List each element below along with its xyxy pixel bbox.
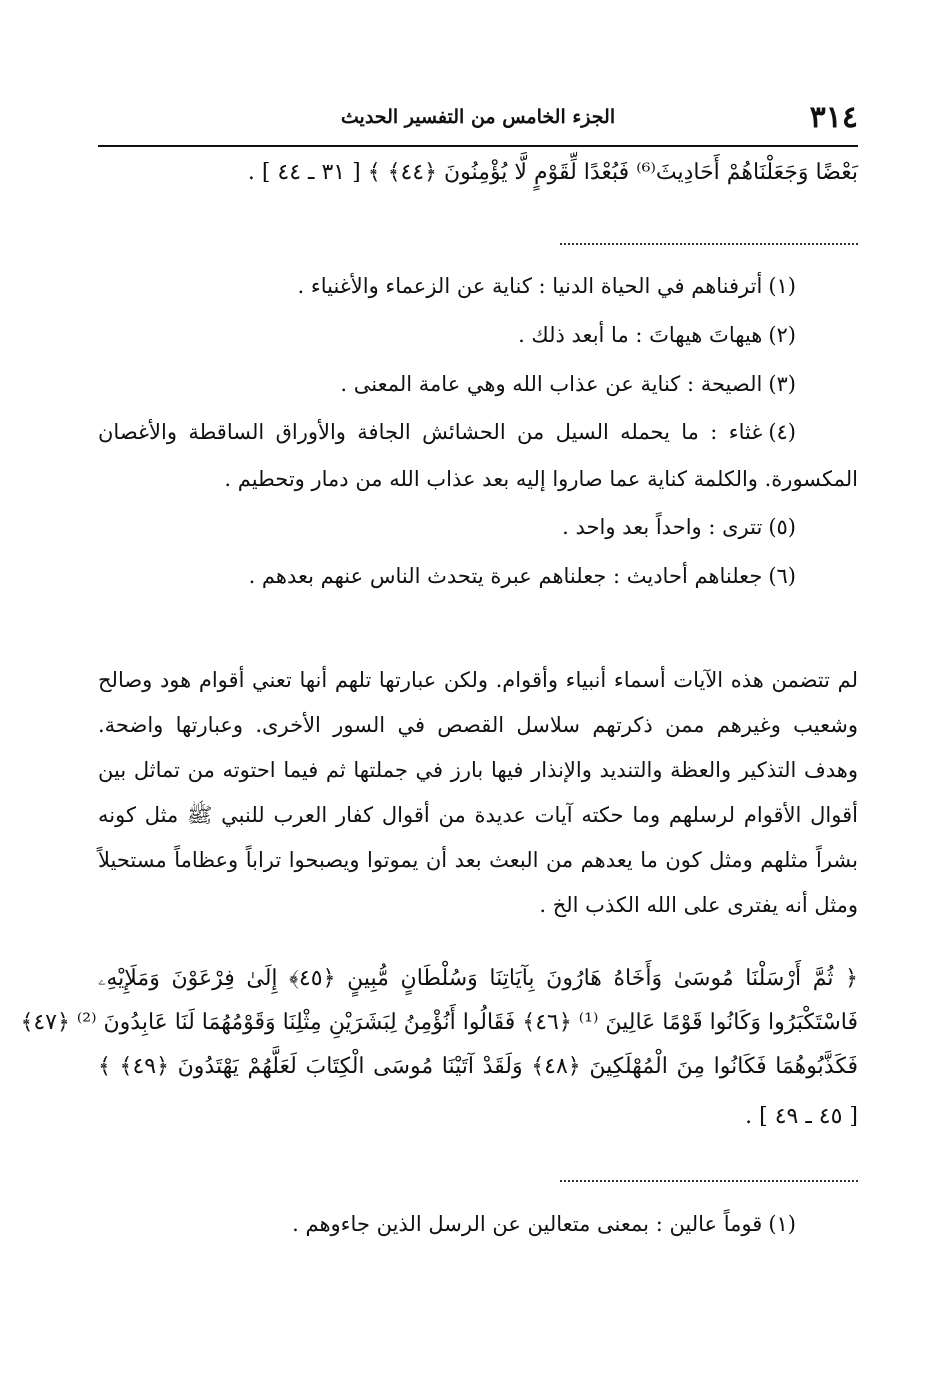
quran-verse-continuation: بَعْضًا وَجَعَلْنَاهُمْ أَحَادِيثَ⁽⁶⁾ فَبُعْدًا لِّقَوْمٍ لَّا يُؤْمِنُونَ ﴿٤٤﴾ ﴾ [ ٣١ ـ ٤٤ ] . xyxy=(247,160,858,185)
footnote-number: (٤) xyxy=(768,420,796,444)
footnote-item xyxy=(98,552,858,601)
footnote-item xyxy=(98,503,858,552)
footnotes-section xyxy=(98,1200,858,1249)
footnote-text: أترفناهم في الحياة الدنيا : كناية عن الزعماء والأغنياء . xyxy=(297,274,763,298)
verse-reference: [ ٤٥ ـ ٤٩ ] . xyxy=(745,1104,858,1129)
footnote-item xyxy=(98,409,858,503)
footnote-text: جعلناهم أحاديث : جعلناهم عبرة يتحدث الناس عنهم بعدهم . xyxy=(248,564,763,588)
commentary-text: لم تتضمن هذه الآيات أسماء أنبياء وأقوام. ولكن عبارتها تلهم أنها تعني أقوام هود وصالح وشعيب وغيرهم ممن ذكرتهم سلاسل القصص في السور الأخرى. وعبارتها واضحة. وهدف التذكير والعظة والتنديد والإنذار فيها بارز في جملتها ثم فيما احتوته من تماثل بين أقوال الأقوام لرسلهم وما حكته آيات عديدة من أقوال كفار العرب للنبي ﷺ مثل كونه بشراً مثلهم ومثل كون ما يعدهم من البعث بعد أن يموتوا ويصبحوا تراباً وعظاماً مستحيلاً ومثل أنه يفترى على الله الكذب الخ . xyxy=(98,668,858,917)
page-number: ٣١٤ xyxy=(809,100,858,135)
quran-verse-line: ﴿ ثُمَّ أَرْسَلْنَا مُوسَىٰ وَأَخَاهُ هَارُونَ بِآيَاتِنَا وَسُلْطَانٍ مُّبِينٍ ﴿٤٥﴾ إِلَىٰ فِرْعَوْنَ وَمَلَإِيْهِۦ xyxy=(98,966,858,991)
footnote-item xyxy=(98,311,858,360)
header-rule xyxy=(98,145,858,147)
footnote-text: هيهاتَ هيهاتَ : ما أبعد ذلك . xyxy=(518,323,763,347)
footnote-number: (٦) xyxy=(768,564,796,588)
commentary-paragraph xyxy=(98,658,858,928)
footnotes-section xyxy=(98,262,858,601)
footnote-item xyxy=(98,360,858,409)
footnote-number: (١) xyxy=(768,274,796,298)
footnote-item xyxy=(98,1200,858,1249)
footnote-text: قوماً عالين : بمعنى متعالين عن الرسل الذين جاءوهم . xyxy=(292,1212,763,1236)
footnote-item xyxy=(98,262,858,311)
quran-verse-line: فَكَذَّبُوهُمَا فَكَانُوا مِنَ الْمُهْلَكِينَ ﴿٤٨﴾ وَلَقَدْ آتَيْنَا مُوسَى الْكِتَابَ لَعَلَّهُمْ يَهْتَدُونَ ﴿٤٩﴾ ﴾ xyxy=(98,1054,858,1079)
page-header xyxy=(98,100,858,140)
footnote-number: (٥) xyxy=(768,515,796,539)
running-title: الجزء الخامس من التفسير الحديث xyxy=(340,106,616,128)
footnote-separator xyxy=(560,243,858,245)
footnote-number: (٢) xyxy=(768,323,796,347)
footnote-separator xyxy=(560,1180,858,1182)
footnote-text: تترى : واحداً بعد واحد . xyxy=(562,515,763,539)
footnote-text: الصيحة : كناية عن عذاب الله وهي عامة المعنى . xyxy=(340,372,763,396)
footnote-number: (٣) xyxy=(768,372,796,396)
quran-verse-line: فَاسْتَكْبَرُوا وَكَانُوا قَوْمًا عَالِينَ ⁽¹⁾ ﴿٤٦﴾ فَقَالُوا أَنُؤْمِنُ لِبَشَرَيْنِ مِثْلِنَا وَقَوْمُهُمَا لَنَا عَابِدُونَ ⁽²⁾ ﴿٤٧﴾ xyxy=(20,1010,858,1035)
footnote-text: غثاء : ما يحمله السيل من الحشائش الجافة والأوراق الساقطة والأغصان المكسورة. والكلمة كناية عما صاروا إليه بعد عذاب الله من دمار وتحطيم . xyxy=(98,420,858,491)
footnote-number: (١) xyxy=(768,1212,796,1236)
